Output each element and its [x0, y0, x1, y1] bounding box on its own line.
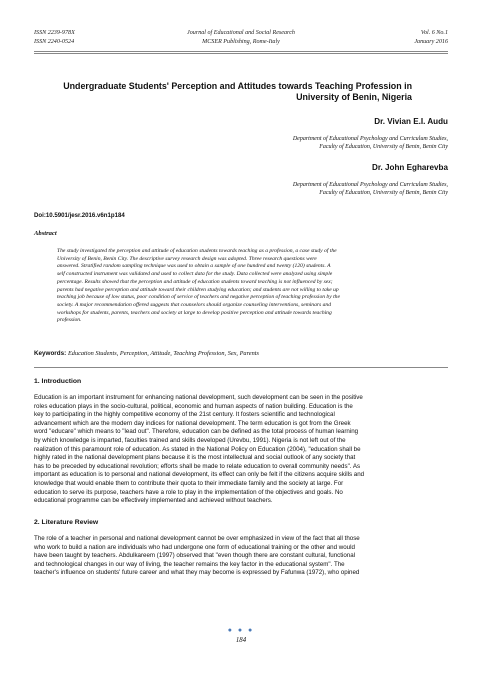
section-divider — [34, 367, 448, 368]
publisher: MCSER Publishing, Rome-Italy — [202, 38, 280, 45]
abstract-line: answered. Stratified random sampling technique was used to obtain a sample of one hundred and twenty (120) students. A — [57, 263, 331, 270]
page-number: 184 — [235, 637, 247, 644]
footer-dots-ornament: ● ● ● — [227, 627, 255, 634]
abstract-line: percentage. Results showed that the perception and attitude of education students toward teaching is not influenced by sex; — [57, 278, 333, 285]
body-line: highly rated in the national development plans because it is the most intellectual and social outlook of any society that — [34, 454, 356, 462]
issn-print: ISSN 2239-978X — [34, 30, 75, 36]
doi: Doi:10.5901/jesr.2016.v6n1p184 — [34, 212, 125, 219]
journal-block — [34, 29, 448, 46]
body-line: by which knowledge is imparted, faculties trained and skills developed (Urevbu, 1991). Nigeria is not left out of the — [34, 436, 346, 444]
volume: Vol. 6 No.1 — [420, 30, 448, 36]
title-line: Undergraduate Students' Perception and Attitudes towards Teaching Profession in — [63, 81, 412, 91]
affiliation-line: Faculty of Education, University of Benin, Benin City — [319, 144, 448, 151]
header-rule-second — [34, 53, 448, 54]
body-line: who work to build a nation are individuals who had undergone one form of educational training or the other and would — [34, 543, 355, 551]
author-name: Dr. Vivian E.I. Audu — [374, 117, 448, 126]
abstract-line: teaching job because of low status, poor condition of service of teachers and negative perception of teaching profession by the — [57, 294, 340, 301]
title-line: University of Benin, Nigeria — [296, 92, 412, 103]
abstract-line: profession. — [57, 317, 82, 324]
affiliation-line: Department of Educational Psychology and Curriculum Studies, — [292, 182, 448, 188]
keywords — [34, 350, 259, 357]
running-header — [34, 29, 448, 59]
paper-title — [40, 81, 412, 103]
section-heading-introduction: 1. Introduction — [34, 378, 82, 385]
abstract-line: parents had negative perception and attitude toward their children studying education; and students are not willing to take up — [57, 286, 339, 293]
body-line: The role of a teacher in personal and national development cannot be over emphasized in view of the fact that all those — [34, 535, 360, 542]
affiliation-line: Faculty of Education, University of Benin, Benin City — [319, 190, 448, 197]
body-line: have been taught by teachers. Abdulkareem (1997) observed that "even though there are constant cultural, functional — [34, 552, 356, 560]
author-affiliation — [293, 181, 448, 198]
volume-block — [414, 29, 448, 46]
body-line: and technological changes in our way of living, the teacher remains the key factor in the educational system". The — [34, 560, 345, 568]
abstract-heading: Abstract — [34, 230, 57, 237]
body-line: word "educare" which means to "lead out". Therefore, education can be defined as the total process of human learning — [34, 428, 359, 436]
author-affiliation — [293, 135, 448, 152]
abstract-line: The study investigated the perception and attitude of education students towards teaching as a profession, a case study of the — [57, 248, 337, 254]
body-line: educational programme can be effectively implemented and achieved without teachers. — [34, 497, 273, 505]
body-line: has to be preceded by educational revolution; efforts shall be made to relate education to overall community needs". As — [34, 462, 361, 470]
body-line: teacher's influence on students' future career and what they may become is expressed by Fafunwa (1972), who opined — [34, 569, 360, 577]
issue-date: January 2016 — [414, 38, 448, 45]
keywords-text: Education Students, Perception, Attitude, Teaching Profession, Sex, Parents — [67, 350, 259, 357]
body-line: realization of this paramount role of education. As stated in the National Policy on Education (2004), "education shall be — [34, 445, 361, 453]
abstract-line: University of Benin, Benin City. The descriptive survey research design was adopted. Three research questions were — [57, 255, 317, 262]
abstract-line: society. A major recommendation offered suggests that counselors should organize counseling interventions, seminars and — [57, 301, 332, 308]
body-line: Education is an important instrument for enhancing national development, such development can be seen in the positive — [34, 394, 363, 401]
body-line: advancement which are the modern day indices for national development. The term education is got from the Greek — [34, 419, 351, 427]
section-heading-literature-review: 2. Literature Review — [34, 519, 99, 526]
author-name: Dr. John Egharevba — [371, 163, 448, 172]
body-line: roles education plays in the socio-cultural, political, economic and human aspects of nation building. Education is the — [34, 402, 353, 410]
abstract-line: workshops for students, parents, teachers and society at large to develop positive perception and attitude towards teaching — [57, 309, 332, 316]
body-line: key to participating in the highly competitive economy of the 21st century. It fosters scientific and technological — [34, 411, 335, 419]
journal-name: Journal of Educational and Social Research — [187, 30, 295, 36]
introduction-body — [34, 394, 448, 506]
header-rule — [34, 51, 448, 52]
body-line: important as education is to personal and national development, its effect can only be felt if the citizens acquire skills and — [34, 471, 365, 479]
body-line: knowledge that would enable them to contribute their quota to their immediate family and the society at large. For — [34, 479, 344, 487]
keywords-label: Keywords: — [34, 350, 67, 357]
body-line: education to serve its purpose, teachers have a role to play in the implementation of the objectives and goals. No — [34, 488, 343, 496]
abstract-body — [57, 248, 448, 325]
abstract-line: self constructed instrument was validated and used to collect data for the study. Data collected were analyzed using simple — [57, 271, 333, 278]
literature-review-body — [34, 535, 448, 578]
issn-online: ISSN 2240-0524 — [34, 38, 75, 45]
affiliation-line: Department of Educational Psychology and Curriculum Studies, — [292, 136, 448, 142]
